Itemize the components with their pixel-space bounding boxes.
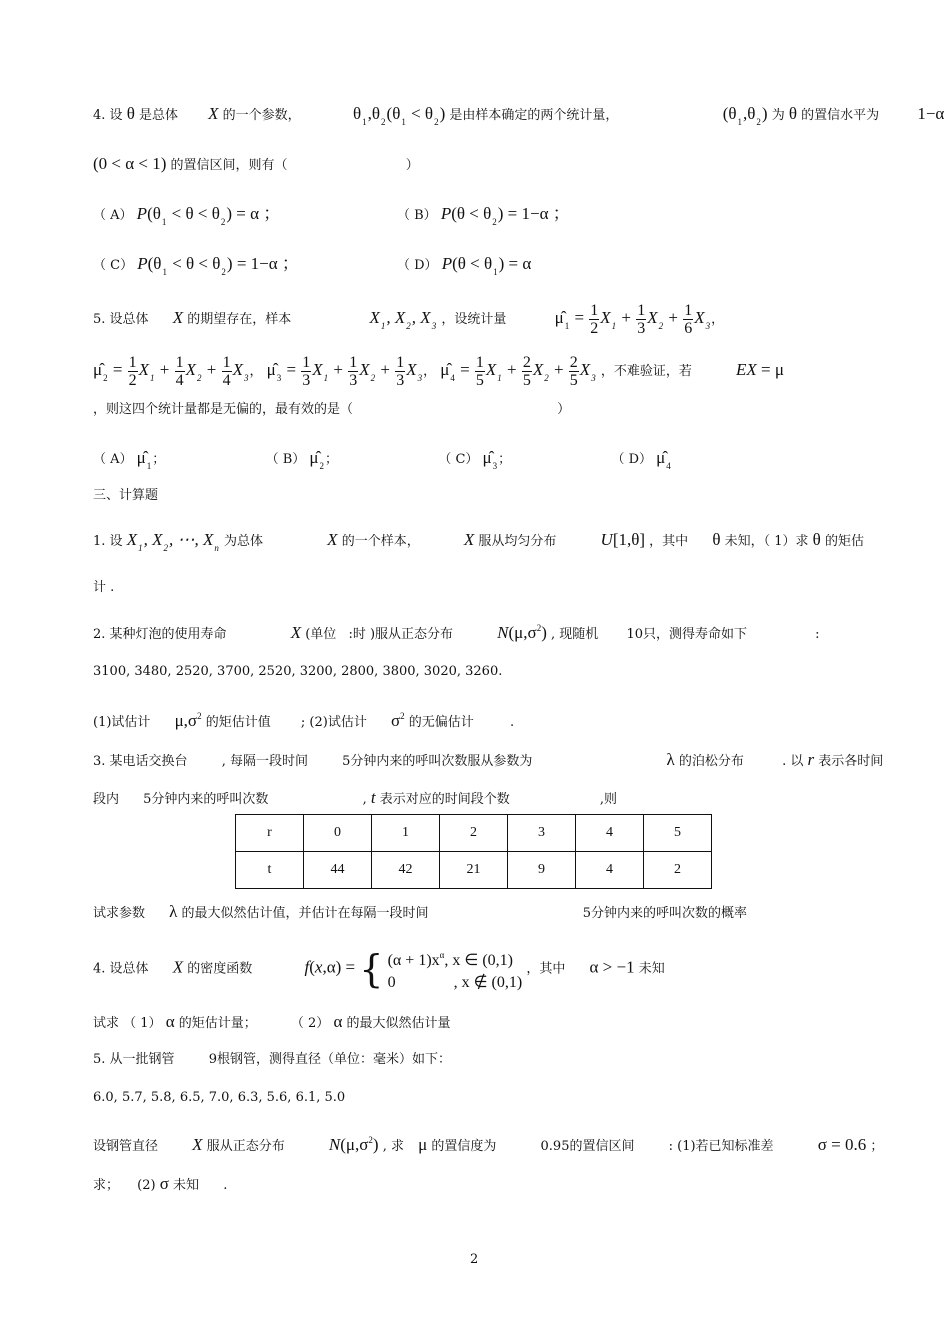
table-row	[236, 852, 712, 889]
c5-values: 6.0, 5.7, 5.8, 6.5, 7.0, 6.3, 5.6, 6.1, 5.0	[93, 1090, 346, 1105]
q5-line3: ，则这四个统计量都是无偏的，最有效的是（ ）	[93, 402, 571, 417]
table-cell: 1	[372, 815, 440, 852]
c2-line1: 2. 某种灯泡的使用寿命 X (单位 :时 )服从正态分布 $N(\mu,\sigma^2)$ , 现随机 10只，测得寿命如下 :	[93, 623, 820, 642]
q4-line1: 4. 设 θ 是总体 X 的一个参数， $\theta_1,\theta_2(\theta_1 < \theta_2)$ 是由样本确定的两个统计量， $(\theta_1,\theta_2)$ 为 θ 的置信水平为 1−α	[93, 104, 945, 127]
table-cell: 4	[576, 852, 644, 889]
table-cell: 44	[304, 852, 372, 889]
page-number: 2	[470, 1252, 479, 1267]
table-cell: 4	[576, 815, 644, 852]
table-cell: 3	[508, 815, 576, 852]
table-cell: 2	[644, 852, 712, 889]
c3-line2: 段内 5分钟内来的呼叫次数 , t 表示对应的时间段个数 ,则	[93, 788, 618, 807]
data-table	[235, 814, 712, 889]
table-cell: t	[236, 852, 304, 889]
table-cell: r	[236, 815, 304, 852]
table-row	[236, 815, 712, 852]
q5-line2: $\mû_2$ = $\frac{1}{2}$ $X_1$ + $\frac{1}{4}$ $X_2$ + $\frac{1}{4}$ $X_3$， $\mû_3$ = $\frac{1}{3}$ $X_1$ + $\frac{1}{3}$ $X_2$ + $\frac{1}{3}$ $X_3$， $\mû_4$ = $\frac{1}{5}$ $X_1$ + $\frac{2}{5}$ $X_2$ + $\frac{2}{5}$ $X_3$ ，不难验证，若 EX = μ	[93, 354, 784, 389]
q5-options: （ A） $\mû_1$； （ B） $\mû_2$； （ C） $\mû_3$； （ D） $\mû_4$	[93, 448, 671, 471]
table-cell: 5	[644, 815, 712, 852]
c1-line2: 计 .	[93, 580, 115, 595]
c3-line3: 试求参数 λ 的最大似然估计值，并估计在每隔一段时间 5分钟内来的呼叫次数的概率	[93, 902, 747, 921]
table-cell: 2	[440, 815, 508, 852]
table-cell: 0	[304, 815, 372, 852]
c5-line3: 设钢管直径 X 服从正态分布 $N(\mu,\sigma^2)$ , 求 μ 的置信度为 0.95的置信区间 : (1)若已知标准差 σ = 0.6 ；	[93, 1135, 884, 1154]
table-cell: 42	[372, 852, 440, 889]
c4-line2: 试求 （ 1） α 的矩估计量； （ 2） α 的最大似然估计量	[93, 1012, 451, 1031]
q4-line2: (0 < α < 1) 的置信区间，则有（ ）	[93, 154, 419, 173]
c5-line1: 5. 从一批钢管 9根钢管，测得直径（单位：毫米）如下：	[93, 1052, 451, 1067]
c2-values: 3100, 3480, 2520, 3700, 2520, 3200, 2800, 3800, 3020, 3260.	[93, 664, 503, 679]
table-cell: 9	[508, 852, 576, 889]
q4-option-d: （ D） $P(\theta < \theta_1) = \alpha$	[397, 254, 532, 277]
q4-number: 4. 设	[93, 108, 123, 123]
q4-option-b: （ B） $P(\theta < \theta_2) = 1-\alpha$ ；	[397, 204, 570, 227]
c5-line4: 求； (2) σ 未知 .	[93, 1174, 228, 1193]
q4-option-c: （ C） $P(\theta_1 < \theta < \theta_2) = 1-\alpha$ ；	[93, 254, 299, 277]
c3-line1: 3. 某电话交换台 , 每隔一段时间 5分钟内来的呼叫次数服从参数为 λ 的泊松分布 . 以 r 表示各时间	[93, 750, 884, 769]
table-cell: 21	[440, 852, 508, 889]
piecewise-cases: $(\alpha + 1)x^\alpha$, x ∈ (0,1) 0 , x ∉ (0,1)	[387, 950, 523, 991]
c1-line1: 1. 设 $X_1$, $X_2$, ⋯, $X_n$ 为总体 X 的一个样本， X 服从均匀分布 U[1,θ] ，其中 θ 未知，（ 1）求 θ 的矩估	[93, 530, 864, 553]
section-heading: 三、计算题	[93, 488, 159, 503]
q4-option-a: （ A） $P(\theta_1 < \theta < \theta_2) = \alpha$ ；	[93, 204, 281, 227]
q5-line1: 5. 设总体 X 的期望存在，样本 $X_1$, $X_2$, $X_3$ ，设统计量 $\mû_1$ = $\frac{1}{2}$ $X_1$ + $\frac{1}{3}$ $X_2$ + $\frac{1}{6}$ $X_3$，	[93, 302, 725, 337]
c4-line1: 4. 设总体 X 的密度函数 f(x,α) = { $(\alpha + 1)x^\alpha$, x ∈ (0,1) 0 , x ∉ (0,1) ，其中 α > −1 未知	[93, 944, 665, 994]
c2-questions: (1)试估计 $\mu,\sigma^2$ 的矩估计值 ; (2)试估计 $\sigma^2$ 的无偏估计 .	[93, 711, 515, 730]
